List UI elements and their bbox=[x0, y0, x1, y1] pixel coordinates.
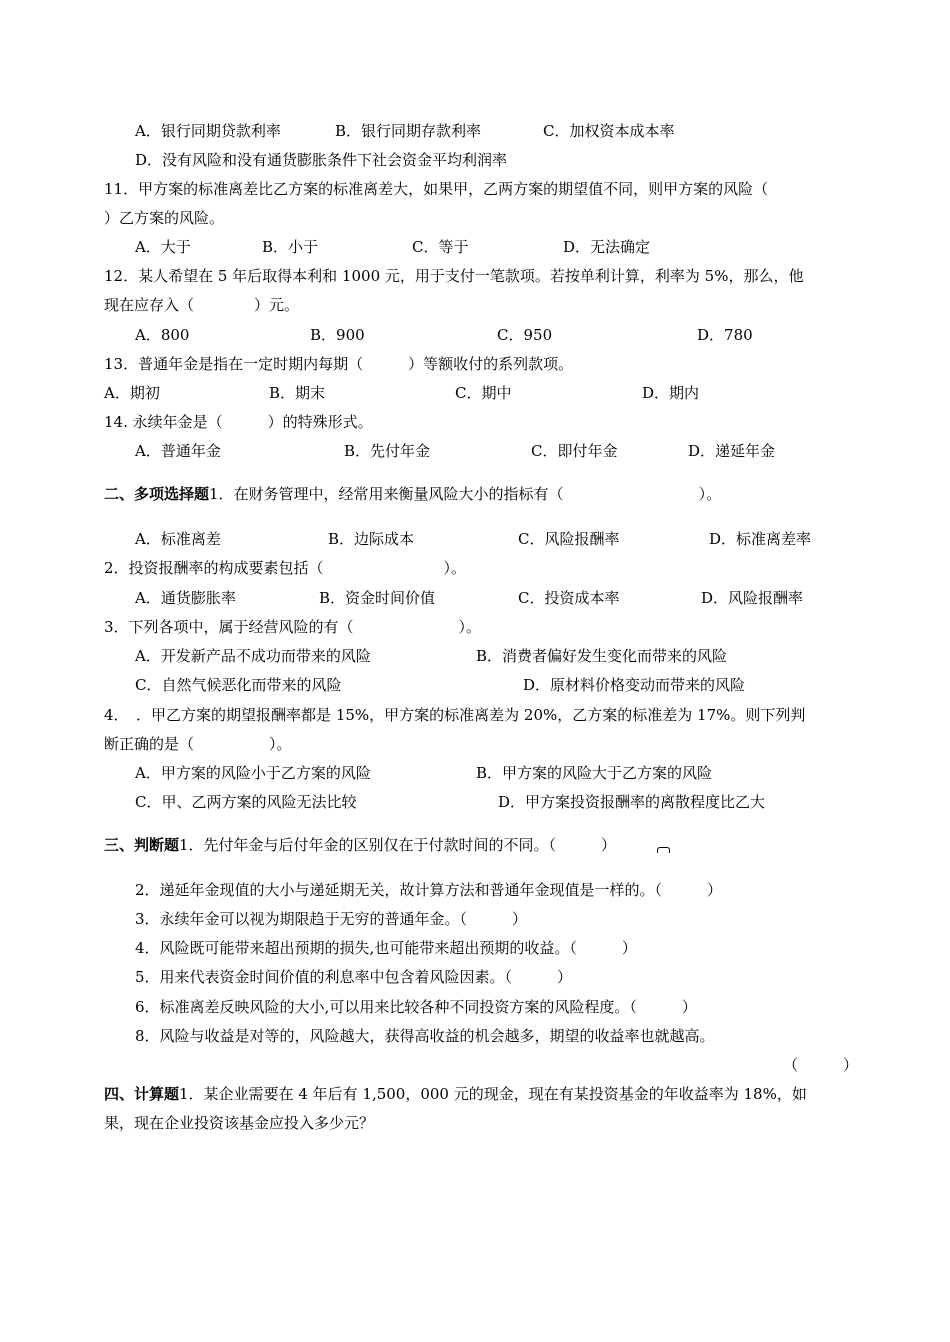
sec2-q2-option-d: D．风险报酬率 bbox=[701, 589, 804, 607]
q11-option-c: C．等于 bbox=[412, 238, 469, 256]
q12-option-b: B．900 bbox=[310, 326, 365, 344]
q11-stem-line1: 11．甲方案的标准离差比乙方案的标准离差大，如果甲，乙两方案的期望值不同，则甲方案的风险（ bbox=[104, 180, 769, 198]
sec4-q1-line2: 果，现在企业投资该基金应投入多少元？ bbox=[104, 1114, 375, 1132]
sec2-q3-option-c: C．自然气候恶化而带来的风险 bbox=[135, 676, 342, 694]
sec2-q3-option-b: B．消费者偏好发生变化而带来的风险 bbox=[476, 647, 728, 665]
sec2-q4-stem-line2: 断正确的是（ ）。 bbox=[104, 735, 292, 753]
sec2-q1-stem: 1．在财务管理中，经常用来衡量风险大小的指标有（ ）。 bbox=[209, 485, 722, 503]
sec2-q1-option-c: C．风险报酬率 bbox=[518, 530, 620, 548]
q10-option-c: C．加权资本成本率 bbox=[543, 122, 675, 140]
sec2-q3-option-d: D．原材料价格变动而带来的风险 bbox=[523, 676, 746, 694]
small-arc-mark bbox=[657, 847, 670, 853]
sec3-q5: 5．用来代表资金时间价值的利息率中包含着风险因素。（ ） bbox=[135, 968, 573, 986]
section2-heading: 二、多项选择题 bbox=[104, 485, 210, 503]
q13-option-c: C．期中 bbox=[455, 384, 512, 402]
sec3-q8-answer-paren: （ ） bbox=[783, 1056, 859, 1074]
sec2-q1-option-a: A．标准离差 bbox=[135, 530, 221, 548]
sec2-q2-option-a: A．通货膨胀率 bbox=[135, 589, 236, 607]
sec2-q2-option-b: B．资金时间价值 bbox=[319, 589, 436, 607]
sec2-q4-option-a: A．甲方案的风险小于乙方案的风险 bbox=[135, 764, 371, 782]
q12-stem-line2: 现在应存入（ ）元。 bbox=[104, 296, 300, 314]
q11-stem-line2: ）乙方案的风险。 bbox=[104, 209, 225, 227]
sec3-q4: 4．风险既可能带来超出预期的损失,也可能带来超出预期的收益。（ ） bbox=[135, 939, 637, 957]
q14-option-a: A．普通年金 bbox=[135, 442, 221, 460]
sec4-q1-line1: 1．某企业需要在 4 年后有 1,500，000 元的现金，现在有某投资基金的年收益率为 18%，如 bbox=[179, 1085, 807, 1103]
sec2-q4-stem-line1: 4． ．甲乙方案的期望报酬率都是 15%，甲方案的标准离差为 20%，乙方案的标准差为 17%。则下列判 bbox=[104, 706, 806, 724]
sec2-q3-option-a: A．开发新产品不成功而带来的风险 bbox=[135, 647, 371, 665]
q10-option-d: D．没有风险和没有通货膨胀条件下社会资金平均利润率 bbox=[135, 151, 508, 169]
sec2-q1-option-d: D．标准离差率 bbox=[709, 530, 812, 548]
sec2-q4-option-d: D．甲方案投资报酬率的离散程度比乙大 bbox=[498, 793, 766, 811]
q14-stem: 14. 永续年金是（ ）的特殊形式。 bbox=[104, 413, 373, 431]
q13-option-d: D．期内 bbox=[642, 384, 700, 402]
q13-option-b: B．期末 bbox=[269, 384, 326, 402]
sec3-q8: 8．风险与收益是对等的，风险越大，获得高收益的机会越多，期望的收益率也就越高。 bbox=[135, 1027, 715, 1045]
q11-option-b: B．小于 bbox=[262, 238, 319, 256]
q10-option-b: B．银行同期存款利率 bbox=[335, 122, 482, 140]
q10-option-a: A．银行同期贷款利率 bbox=[135, 122, 281, 140]
sec3-q2: 2．递延年金现值的大小与递延期无关，故计算方法和普通年金现值是一样的。（ ） bbox=[135, 881, 723, 899]
sec2-q4-option-b: B．甲方案的风险大于乙方案的风险 bbox=[476, 764, 713, 782]
q12-stem-line1: 12．某人希望在 5 年后取得本利和 1000 元，用于支付一笔款项。若按单利计算，利率为 5%，那么，他 bbox=[104, 267, 804, 285]
q14-option-b: B．先付年金 bbox=[344, 442, 431, 460]
sec3-q6: 6．标准离差反映风险的大小,可以用来比较各种不同投资方案的风险程度。（ ） bbox=[135, 998, 697, 1016]
sec3-q3: 3．永续年金可以视为期限趋于无穷的普通年金。（ ） bbox=[135, 910, 528, 928]
q13-option-a: A．期初 bbox=[104, 384, 160, 402]
q12-option-d: D．780 bbox=[697, 326, 753, 344]
sec2-q2-stem: 2．投资报酬率的构成要素包括（ ）。 bbox=[104, 559, 467, 577]
q14-option-c: C．即付年金 bbox=[531, 442, 618, 460]
section3-heading: 三、判断题 bbox=[104, 836, 180, 854]
sec3-q1: 1．先付年金与后付年金的区别仅在于付款时间的不同。（ ） bbox=[179, 836, 617, 854]
q13-stem: 13．普通年金是指在一定时期内每期（ ）等额收付的系列款项。 bbox=[104, 355, 574, 373]
section4-heading: 四、计算题 bbox=[104, 1085, 180, 1103]
sec2-q1-option-b: B．边际成本 bbox=[328, 530, 415, 548]
sec2-q3-stem: 3．下列各项中，属于经营风险的有（ ）。 bbox=[104, 618, 482, 636]
q11-option-d: D．无法确定 bbox=[563, 238, 651, 256]
sec2-q4-option-c: C．甲、乙两方案的风险无法比较 bbox=[135, 793, 357, 811]
q14-option-d: D．递延年金 bbox=[688, 442, 776, 460]
sec2-q2-option-c: C．投资成本率 bbox=[518, 589, 620, 607]
q12-option-c: C．950 bbox=[497, 326, 553, 344]
q11-option-a: A．大于 bbox=[135, 238, 191, 256]
q12-option-a: A．800 bbox=[135, 326, 190, 344]
